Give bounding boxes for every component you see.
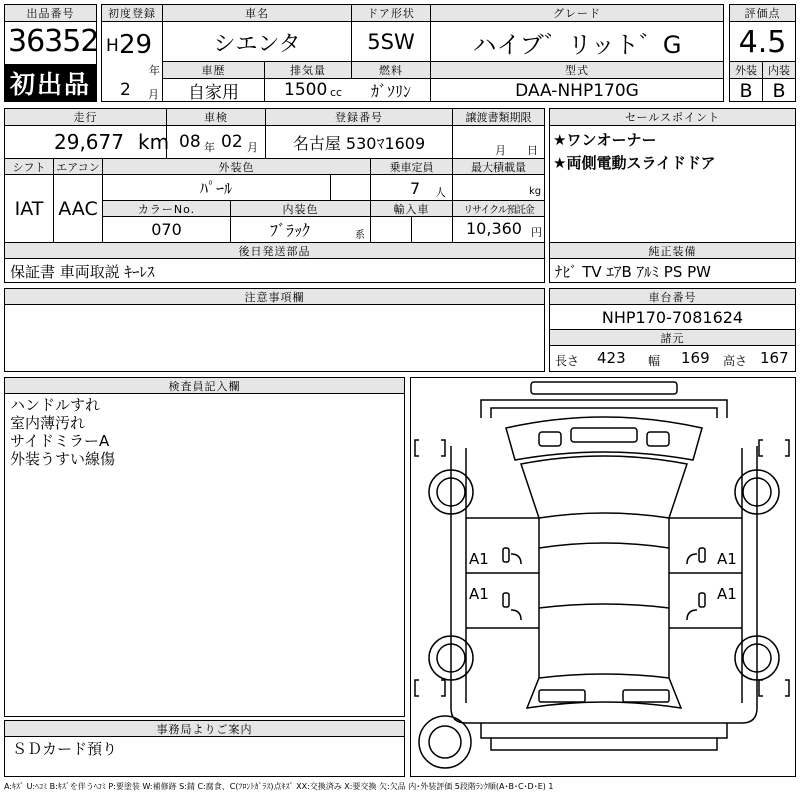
grade-value: ハイブ゛リット゛G xyxy=(472,30,682,59)
inspector-line-3: サイドミラーA xyxy=(10,432,110,450)
inspector-line-2: 室内薄汚れ xyxy=(10,414,86,432)
width-value: 169 xyxy=(681,349,710,367)
transfer-month-unit: 月 xyxy=(495,144,506,157)
displacement-header: 排気量 xyxy=(264,61,352,79)
exterior-rating: B xyxy=(739,79,753,102)
fuel-header: 燃料 xyxy=(351,61,431,79)
mileage-unit: km xyxy=(138,130,170,154)
shift-header: シフト xyxy=(4,158,54,175)
exterior-rating-header: 外装 xyxy=(729,61,763,79)
fuel-value: ｶﾞｿﾘﾝ xyxy=(370,82,411,101)
legend-text: A:ｷｽﾞ U:ﾍｺﾐ B:ｷｽﾞを伴うﾍｺﾐ P:要塗装 W:補修跡 S:錆 C:腐食、C(ﾌﾛﾝﾄｶﾞﾗｽ)点ｷｽﾞ XX:交換済み X:要交換 欠:欠品 内･外装評価 5段階ﾗﾝｸ順(A･B･C･D･E) 1 xyxy=(4,782,554,791)
length-label: 長さ xyxy=(555,354,580,368)
inspection-month-unit: 月 xyxy=(247,141,258,154)
interior-rating-header: 内装 xyxy=(762,61,796,79)
registration-year: 29 xyxy=(119,30,153,60)
ext-color-value: ﾊﾟｰﾙ xyxy=(199,179,232,198)
registration-era: H xyxy=(106,36,119,56)
chassis-number: NHP170-7081624 xyxy=(601,307,744,327)
dimensions-header: 諸元 xyxy=(549,329,796,346)
lot-number-header: 出品番号 xyxy=(4,4,97,22)
plate-number: 名古屋 530ﾏ1609 xyxy=(292,133,426,153)
registration-month-unit: 月 xyxy=(148,88,159,101)
chassis-header: 車台番号 xyxy=(549,288,796,305)
car-outline-diagram xyxy=(411,378,797,778)
displacement-unit: cc xyxy=(330,86,343,99)
ext-color-header: 外装色 xyxy=(102,158,371,175)
max-load-unit: kg xyxy=(529,186,542,197)
int-color-value: ﾌﾞﾗｯｸ xyxy=(269,221,310,240)
grade-header: グレード xyxy=(430,4,724,22)
color-no-value: 070 xyxy=(151,220,182,239)
door-header: ドア形状 xyxy=(351,4,431,22)
inspector-line-4: 外装うすい線傷 xyxy=(10,450,116,468)
inspector-line-1: ハンドルすれ xyxy=(10,396,101,414)
length-value: 423 xyxy=(597,349,626,367)
inspection-year-unit: 年 xyxy=(204,141,215,154)
capacity-unit: 人 xyxy=(435,186,446,199)
int-color-header: 内装色 xyxy=(230,200,371,217)
transfer-header: 譲渡書類期限 xyxy=(452,108,545,126)
car-name-header: 車名 xyxy=(162,4,352,22)
int-color-suffix: 系 xyxy=(355,230,365,241)
damage-mark-front-right-door: A1 xyxy=(717,550,737,568)
sales-point-2: ★両側電動スライドドア xyxy=(553,154,716,172)
model-header: 型式 xyxy=(430,61,724,79)
recycle-value: 10,360 xyxy=(466,219,522,238)
mileage-header: 走行 xyxy=(4,108,167,126)
shift-value: IAT xyxy=(14,197,44,220)
history-value: 自家用 xyxy=(188,83,239,103)
registration-header: 初度登録 xyxy=(101,4,163,22)
capacity-value: 7 xyxy=(410,179,421,198)
later-parts-header: 後日発送部品 xyxy=(4,242,545,259)
door-type: 5SW xyxy=(367,30,415,54)
plate-header: 登録番号 xyxy=(265,108,453,126)
inspection-year: 08 xyxy=(179,132,201,152)
office-header: 事務局よりご案内 xyxy=(4,720,405,737)
notes-header: 注意事項欄 xyxy=(4,288,545,305)
damage-mark-front-left-door: A1 xyxy=(469,550,489,568)
width-label: 幅 xyxy=(648,354,661,368)
height-label: 高さ xyxy=(723,354,748,368)
inspection-header: 車検 xyxy=(166,108,266,126)
damage-diagram xyxy=(410,377,796,777)
recycle-header: リサイクル預託金 xyxy=(452,200,545,217)
capacity-header: 乗車定員 xyxy=(370,158,453,175)
aircon-header: エアコン xyxy=(53,158,103,175)
max-load-header: 最大積載量 xyxy=(452,158,545,175)
history-header: 車歴 xyxy=(162,61,265,79)
equipment-header: 純正装備 xyxy=(549,242,796,259)
sales-point-1: ★ワンオーナー xyxy=(553,131,657,149)
transfer-day-unit: 日 xyxy=(527,144,538,157)
registration-year-unit: 年 xyxy=(149,64,160,77)
interior-rating: B xyxy=(772,79,786,102)
rating-header: 評価点 xyxy=(729,4,796,22)
inspection-month: 02 xyxy=(221,132,243,152)
later-parts-value: 保証書 車両取説 ｷｰﾚｽ xyxy=(10,263,155,281)
import-header: 輸入車 xyxy=(370,200,453,217)
damage-mark-rear-left-door: A1 xyxy=(469,585,489,603)
first-listing-badge: 初出品 xyxy=(5,64,96,101)
car-name: シエンタ xyxy=(213,31,301,57)
equipment-value: ﾅﾋﾞ TV ｴｱB ｱﾙﾐ PS PW xyxy=(555,263,711,281)
lot-number: 36352 xyxy=(8,24,99,59)
recycle-unit: 円 xyxy=(531,226,542,239)
displacement-value: 1500 xyxy=(284,80,328,100)
color-no-header: カラーNo. xyxy=(102,200,231,217)
registration-month: 2 xyxy=(120,80,131,100)
inspector-header: 検査員記入欄 xyxy=(4,377,405,394)
aircon-value: AAC xyxy=(58,197,98,220)
damage-mark-rear-right-door: A1 xyxy=(717,585,737,603)
rating-score: 4.5 xyxy=(738,24,787,60)
sales-points-header: セールスポイント xyxy=(549,108,796,126)
height-value: 167 xyxy=(760,349,789,367)
mileage-value: 29,677 xyxy=(54,130,124,154)
office-value: ＳＤカード預り xyxy=(12,740,118,758)
model-value: DAA-NHP170G xyxy=(515,80,639,101)
